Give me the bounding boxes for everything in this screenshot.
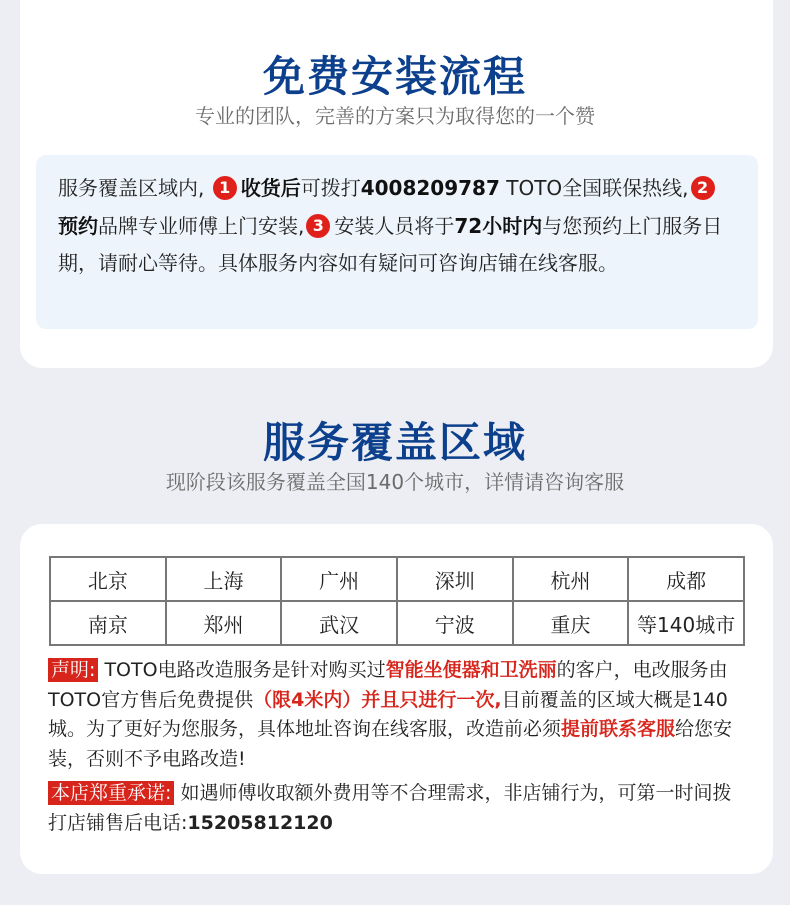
city-cell: 宁波: [397, 601, 513, 645]
table-row: [50, 557, 744, 601]
step-1-bold: 收货后: [240, 176, 301, 200]
city-cell: 郑州: [166, 601, 282, 645]
city-cell: 北京: [50, 557, 166, 601]
city-table: [49, 556, 745, 646]
steps-intro: 服务覆盖区域内,: [58, 176, 211, 200]
city-cell: 武汉: [281, 601, 397, 645]
notice-paragraph: [48, 656, 748, 774]
notice-highlight-2: （限4米内）并且只进行一次,: [253, 688, 502, 711]
city-cell: 上海: [166, 557, 282, 601]
install-process-subtitle: 专业的团队，完善的方案只为取得您的一个赞: [195, 104, 595, 128]
install-steps-box: [36, 155, 758, 329]
install-process-title: 免费安装流程: [262, 52, 527, 101]
step-2-bold: 预约: [58, 213, 98, 238]
coverage-subtitle: 现阶段该服务覆盖全国140个城市，详情请咨询客服: [165, 470, 625, 494]
city-cell: 广州: [281, 557, 397, 601]
notice-label: 声明:: [48, 658, 98, 682]
notice-highlight-1: 智能坐便器和卫洗丽: [385, 659, 557, 681]
city-cell: 深圳: [397, 557, 513, 601]
step-1-text: 可拨打: [300, 176, 361, 200]
step-3-bold: 72小时内: [454, 213, 543, 238]
notice-highlight-3: 提前联系客服: [561, 718, 676, 740]
notice-text-4: 给您安装，否则不予电路改造!: [48, 718, 733, 770]
notes-section: [48, 656, 748, 838]
notice-text-2: 的客户，电改服务由TOTO官方售后免费提供: [48, 659, 728, 711]
city-cell: 杭州: [513, 557, 629, 601]
city-cell: 重庆: [513, 601, 629, 645]
city-cell: 等140城市: [628, 601, 744, 645]
promise-paragraph: [48, 779, 748, 838]
step-3-tail: 与您预约上门服务日期，请耐心等待。具体服务内容如有疑问可咨询店铺在线客服。: [58, 213, 723, 275]
step-2-text: 品牌专业师傅上门安装,: [98, 213, 305, 238]
service-hotline: 4008209787: [360, 176, 500, 200]
step-1-badge: 1: [213, 176, 237, 200]
city-cell: 成都: [628, 557, 744, 601]
coverage-title: 服务覆盖区域: [262, 418, 527, 467]
step-2-badge: 2: [691, 176, 715, 200]
city-cell: 南京: [50, 601, 166, 645]
step-3-badge: 3: [306, 214, 330, 238]
aftersales-phone: 15205812120: [187, 811, 333, 834]
step-3-text: 安装人员将于: [334, 213, 455, 238]
step-1-tail: TOTO全国联保热线,: [499, 176, 689, 200]
notice-text-1: TOTO电路改造服务是针对购买过: [98, 659, 386, 681]
table-row: [50, 601, 744, 645]
promise-label: 本店郑重承诺:: [48, 781, 174, 805]
notice-text-3: 目前覆盖的区域大概是140城。为了更好为您服务，具体地址咨询在线客服，改造前必须: [48, 688, 728, 740]
promise-text: 如遇师傅收取额外费用等不合理需求，非店铺行为，可第一时间拨打店铺售后电话:: [48, 782, 732, 834]
